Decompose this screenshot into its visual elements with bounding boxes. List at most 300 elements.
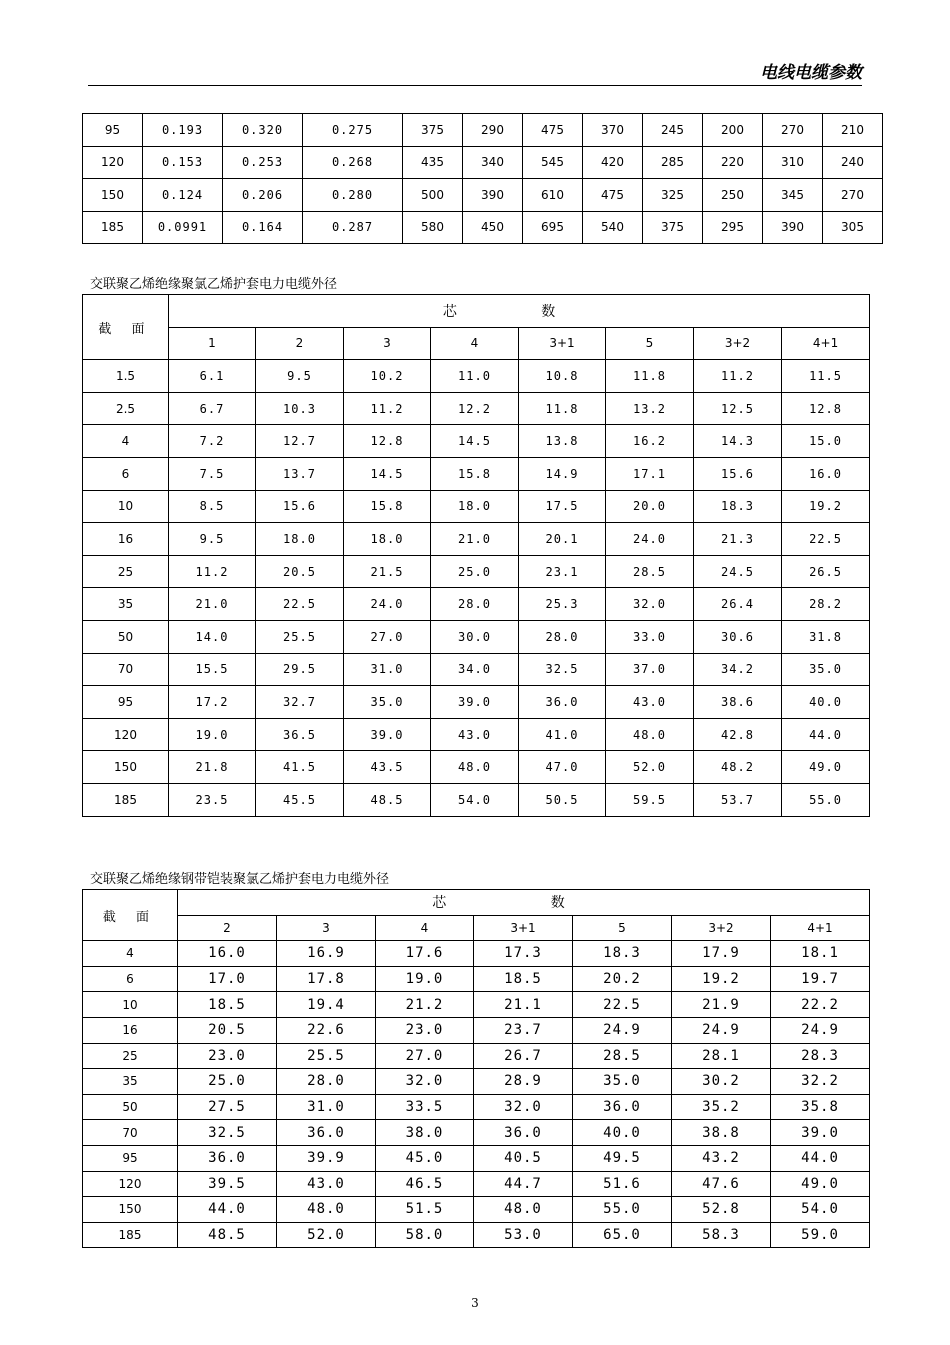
diameter-cell: 28.3 [771, 1043, 870, 1069]
diameter-cell: 48.0 [474, 1197, 573, 1223]
diameter-cell: 18.0 [256, 523, 344, 556]
section-cell: 185 [83, 1222, 178, 1248]
diameter-cell: 22.5 [573, 992, 672, 1018]
diameter-cell: 31.0 [277, 1094, 376, 1120]
section-cell: 6 [83, 966, 178, 992]
diameter-cell: 34.0 [431, 653, 519, 686]
diameter-cell: 43.5 [344, 751, 431, 784]
section-cell: 150 [83, 1197, 178, 1223]
diameter-cell: 21.0 [431, 523, 519, 556]
cores-header [178, 890, 870, 916]
armored-cable-diameter-table [82, 889, 870, 1248]
diameter-cell: 12.8 [782, 392, 870, 425]
diameter-cell: 13.7 [256, 457, 344, 490]
diameter-cell: 9.5 [169, 523, 256, 556]
diameter-cell: 49.5 [573, 1145, 672, 1171]
table-row [83, 653, 870, 686]
table-row [83, 211, 883, 244]
section-cell: 25 [83, 555, 169, 588]
diameter-cell: 28.5 [606, 555, 694, 588]
diameter-cell: 21.5 [344, 555, 431, 588]
diameter-cell: 43.0 [606, 686, 694, 719]
core-column-header: 3+1 [519, 327, 606, 360]
diameter-cell: 6.1 [169, 360, 256, 393]
diameter-cell: 17.8 [277, 966, 376, 992]
section-cell: 150 [83, 751, 169, 784]
diameter-cell: 17.1 [606, 457, 694, 490]
diameter-cell: 49.0 [782, 751, 870, 784]
table-cell: 375 [643, 211, 703, 244]
table-cell: 200 [703, 114, 763, 147]
diameter-cell: 24.9 [573, 1017, 672, 1043]
diameter-cell: 13.2 [606, 392, 694, 425]
table3-caption: 交联聚乙烯绝缘钢带铠装聚氯乙烯护套电力电缆外径 [90, 872, 390, 887]
diameter-cell: 24.0 [606, 523, 694, 556]
table-cell: 345 [763, 179, 823, 212]
table-row [83, 783, 870, 816]
table-cell: 580 [403, 211, 463, 244]
cores-header-label: 芯 数 [432, 895, 615, 912]
diameter-cell: 48.0 [606, 718, 694, 751]
diameter-cell: 27.5 [178, 1094, 277, 1120]
diameter-cell: 43.0 [431, 718, 519, 751]
diameter-cell: 25.5 [256, 620, 344, 653]
table-cell: 475 [583, 179, 643, 212]
diameter-cell: 36.0 [178, 1145, 277, 1171]
core-column-header: 4 [376, 915, 474, 941]
table-row [83, 992, 870, 1018]
diameter-cell: 43.0 [277, 1171, 376, 1197]
diameter-cell: 30.0 [431, 620, 519, 653]
table-cell: 0.153 [143, 146, 223, 179]
table-cell: 390 [463, 179, 523, 212]
diameter-cell: 55.0 [573, 1197, 672, 1223]
table-row [83, 941, 870, 967]
diameter-cell: 20.2 [573, 966, 672, 992]
core-column-header: 5 [606, 327, 694, 360]
diameter-cell: 45.0 [376, 1145, 474, 1171]
diameter-cell: 35.0 [573, 1069, 672, 1095]
electrical-parameters-table [82, 113, 883, 244]
core-column-header: 3+2 [672, 915, 771, 941]
diameter-cell: 19.4 [277, 992, 376, 1018]
diameter-cell: 40.5 [474, 1145, 573, 1171]
diameter-cell: 58.3 [672, 1222, 771, 1248]
section-cell: 50 [83, 620, 169, 653]
diameter-cell: 22.2 [771, 992, 870, 1018]
diameter-cell: 15.6 [256, 490, 344, 523]
table-cell: 220 [703, 146, 763, 179]
table-cell: 0.287 [303, 211, 403, 244]
diameter-cell: 29.5 [256, 653, 344, 686]
table-row [83, 718, 870, 751]
diameter-cell: 43.2 [672, 1145, 771, 1171]
diameter-cell: 52.8 [672, 1197, 771, 1223]
section-cell: 1.5 [83, 360, 169, 393]
diameter-cell: 31.8 [782, 620, 870, 653]
diameter-cell: 41.0 [519, 718, 606, 751]
diameter-cell: 38.6 [694, 686, 782, 719]
diameter-cell: 27.0 [376, 1043, 474, 1069]
diameter-cell: 51.6 [573, 1171, 672, 1197]
diameter-cell: 14.5 [344, 457, 431, 490]
table-row [83, 490, 870, 523]
diameter-cell: 22.5 [782, 523, 870, 556]
diameter-cell: 21.9 [672, 992, 771, 1018]
diameter-cell: 53.0 [474, 1222, 573, 1248]
diameter-cell: 12.8 [344, 425, 431, 458]
section-cell: 95 [83, 686, 169, 719]
core-column-header: 3+1 [474, 915, 573, 941]
diameter-cell: 18.3 [694, 490, 782, 523]
diameter-cell: 35.8 [771, 1094, 870, 1120]
core-column-header: 3+2 [694, 327, 782, 360]
diameter-cell: 47.6 [672, 1171, 771, 1197]
diameter-cell: 48.0 [277, 1197, 376, 1223]
diameter-cell: 26.7 [474, 1043, 573, 1069]
section-cell: 16 [83, 523, 169, 556]
table-row [83, 392, 870, 425]
diameter-cell: 13.8 [519, 425, 606, 458]
diameter-cell: 16.0 [782, 457, 870, 490]
diameter-cell: 17.9 [672, 941, 771, 967]
table-row [83, 1222, 870, 1248]
diameter-cell: 32.0 [606, 588, 694, 621]
table-row [83, 114, 883, 147]
table-row [83, 555, 870, 588]
table-cell: 310 [763, 146, 823, 179]
table-cell: 95 [83, 114, 143, 147]
section-cell: 16 [83, 1017, 178, 1043]
table-row [83, 523, 870, 556]
diameter-cell: 17.2 [169, 686, 256, 719]
diameter-cell: 11.8 [519, 392, 606, 425]
cores-header [169, 295, 870, 328]
section-cell: 50 [83, 1094, 178, 1120]
diameter-cell: 28.5 [573, 1043, 672, 1069]
diameter-cell: 46.5 [376, 1171, 474, 1197]
section-cell: 70 [83, 653, 169, 686]
table-cell: 435 [403, 146, 463, 179]
diameter-cell: 48.2 [694, 751, 782, 784]
diameter-cell: 17.0 [178, 966, 277, 992]
diameter-cell: 39.5 [178, 1171, 277, 1197]
diameter-cell: 30.2 [672, 1069, 771, 1095]
diameter-cell: 14.5 [431, 425, 519, 458]
diameter-cell: 37.0 [606, 653, 694, 686]
diameter-cell: 32.7 [256, 686, 344, 719]
diameter-cell: 25.0 [431, 555, 519, 588]
diameter-cell: 18.5 [178, 992, 277, 1018]
diameter-cell: 47.0 [519, 751, 606, 784]
diameter-cell: 21.8 [169, 751, 256, 784]
diameter-cell: 10.3 [256, 392, 344, 425]
diameter-cell: 7.5 [169, 457, 256, 490]
diameter-cell: 33.5 [376, 1094, 474, 1120]
table-cell: 120 [83, 146, 143, 179]
diameter-cell: 10.8 [519, 360, 606, 393]
table-cell: 0.253 [223, 146, 303, 179]
diameter-cell: 21.1 [474, 992, 573, 1018]
diameter-cell: 12.5 [694, 392, 782, 425]
diameter-cell: 23.0 [376, 1017, 474, 1043]
table-cell: 325 [643, 179, 703, 212]
section-cell: 120 [83, 718, 169, 751]
diameter-cell: 21.3 [694, 523, 782, 556]
table-row [83, 425, 870, 458]
diameter-cell: 18.0 [431, 490, 519, 523]
table-cell: 0.0991 [143, 211, 223, 244]
diameter-cell: 42.8 [694, 718, 782, 751]
table-row [83, 1145, 870, 1171]
diameter-cell: 24.0 [344, 588, 431, 621]
diameter-cell: 22.5 [256, 588, 344, 621]
table-cell: 150 [83, 179, 143, 212]
table-row [83, 1043, 870, 1069]
core-column-header: 5 [573, 915, 672, 941]
diameter-cell: 59.5 [606, 783, 694, 816]
table-row [83, 146, 883, 179]
diameter-cell: 36.0 [573, 1094, 672, 1120]
diameter-cell: 32.5 [178, 1120, 277, 1146]
table-cell: 290 [463, 114, 523, 147]
diameter-cell: 32.2 [771, 1069, 870, 1095]
diameter-cell: 35.2 [672, 1094, 771, 1120]
table-cell: 450 [463, 211, 523, 244]
diameter-cell: 44.7 [474, 1171, 573, 1197]
table-cell: 0.320 [223, 114, 303, 147]
diameter-cell: 11.2 [694, 360, 782, 393]
diameter-cell: 11.0 [431, 360, 519, 393]
section-cell: 120 [83, 1171, 178, 1197]
table-cell: 250 [703, 179, 763, 212]
table-row [83, 360, 870, 393]
table-row [83, 1171, 870, 1197]
table-cell: 340 [463, 146, 523, 179]
diameter-cell: 51.5 [376, 1197, 474, 1223]
table-cell: 0.268 [303, 146, 403, 179]
diameter-cell: 32.5 [519, 653, 606, 686]
section-cell: 185 [83, 783, 169, 816]
core-column-header: 4+1 [782, 327, 870, 360]
table-cell: 0.275 [303, 114, 403, 147]
section-header: 截 面 [83, 890, 178, 941]
table-cell: 0.124 [143, 179, 223, 212]
diameter-cell: 28.1 [672, 1043, 771, 1069]
pvc-sheathed-cable-diameter-table [82, 294, 870, 817]
table-row [83, 1197, 870, 1223]
diameter-cell: 19.2 [672, 966, 771, 992]
core-column-header: 3 [277, 915, 376, 941]
section-cell: 4 [83, 425, 169, 458]
diameter-cell: 25.0 [178, 1069, 277, 1095]
diameter-cell: 11.2 [169, 555, 256, 588]
diameter-cell: 44.0 [782, 718, 870, 751]
table-cell: 0.206 [223, 179, 303, 212]
diameter-cell: 20.5 [178, 1017, 277, 1043]
section-cell: 35 [83, 588, 169, 621]
diameter-cell: 38.8 [672, 1120, 771, 1146]
diameter-cell: 33.0 [606, 620, 694, 653]
diameter-cell: 16.9 [277, 941, 376, 967]
core-column-header: 4 [431, 327, 519, 360]
table-row [83, 1069, 870, 1095]
table-row [83, 588, 870, 621]
diameter-cell: 28.0 [519, 620, 606, 653]
diameter-cell: 59.0 [771, 1222, 870, 1248]
table-cell: 0.193 [143, 114, 223, 147]
diameter-cell: 26.5 [782, 555, 870, 588]
diameter-cell: 40.0 [573, 1120, 672, 1146]
diameter-cell: 58.0 [376, 1222, 474, 1248]
header-divider [88, 85, 862, 86]
diameter-cell: 30.6 [694, 620, 782, 653]
diameter-cell: 17.6 [376, 941, 474, 967]
section-cell: 35 [83, 1069, 178, 1095]
diameter-cell: 19.7 [771, 966, 870, 992]
diameter-cell: 16.2 [606, 425, 694, 458]
table-cell: 210 [823, 114, 883, 147]
diameter-cell: 35.0 [782, 653, 870, 686]
table-cell: 540 [583, 211, 643, 244]
diameter-cell: 11.5 [782, 360, 870, 393]
diameter-cell: 36.0 [474, 1120, 573, 1146]
diameter-cell: 18.1 [771, 941, 870, 967]
diameter-cell: 7.2 [169, 425, 256, 458]
table-row [83, 686, 870, 719]
diameter-cell: 50.5 [519, 783, 606, 816]
section-cell: 25 [83, 1043, 178, 1069]
diameter-cell: 35.0 [344, 686, 431, 719]
diameter-cell: 27.0 [344, 620, 431, 653]
diameter-cell: 65.0 [573, 1222, 672, 1248]
diameter-cell: 34.2 [694, 653, 782, 686]
diameter-cell: 23.1 [519, 555, 606, 588]
diameter-cell: 26.4 [694, 588, 782, 621]
diameter-cell: 39.0 [431, 686, 519, 719]
table-row [83, 1094, 870, 1120]
diameter-cell: 48.0 [431, 751, 519, 784]
table-row [83, 620, 870, 653]
core-column-header: 3 [344, 327, 431, 360]
diameter-cell: 25.3 [519, 588, 606, 621]
diameter-cell: 44.0 [771, 1145, 870, 1171]
diameter-cell: 23.0 [178, 1043, 277, 1069]
diameter-cell: 20.0 [606, 490, 694, 523]
table-cell: 0.164 [223, 211, 303, 244]
diameter-cell: 18.0 [344, 523, 431, 556]
diameter-cell: 32.0 [376, 1069, 474, 1095]
diameter-cell: 12.7 [256, 425, 344, 458]
diameter-cell: 19.2 [782, 490, 870, 523]
table-row [83, 1017, 870, 1043]
diameter-cell: 24.5 [694, 555, 782, 588]
diameter-cell: 24.9 [771, 1017, 870, 1043]
table-cell: 475 [523, 114, 583, 147]
diameter-cell: 41.5 [256, 751, 344, 784]
section-cell: 10 [83, 992, 178, 1018]
table-cell: 305 [823, 211, 883, 244]
diameter-cell: 24.9 [672, 1017, 771, 1043]
table-cell: 295 [703, 211, 763, 244]
diameter-cell: 11.2 [344, 392, 431, 425]
table-cell: 375 [403, 114, 463, 147]
diameter-cell: 11.8 [606, 360, 694, 393]
diameter-cell: 52.0 [606, 751, 694, 784]
diameter-cell: 49.0 [771, 1171, 870, 1197]
table-cell: 420 [583, 146, 643, 179]
diameter-cell: 21.0 [169, 588, 256, 621]
diameter-cell: 36.0 [277, 1120, 376, 1146]
diameter-cell: 36.0 [519, 686, 606, 719]
section-cell: 95 [83, 1145, 178, 1171]
table-cell: 610 [523, 179, 583, 212]
diameter-cell: 36.5 [256, 718, 344, 751]
diameter-cell: 19.0 [169, 718, 256, 751]
diameter-cell: 19.0 [376, 966, 474, 992]
diameter-cell: 23.5 [169, 783, 256, 816]
table-cell: 270 [823, 179, 883, 212]
table-cell: 370 [583, 114, 643, 147]
diameter-cell: 14.9 [519, 457, 606, 490]
diameter-cell: 31.0 [344, 653, 431, 686]
diameter-cell: 14.3 [694, 425, 782, 458]
diameter-cell: 18.5 [474, 966, 573, 992]
diameter-cell: 10.2 [344, 360, 431, 393]
table-cell: 245 [643, 114, 703, 147]
table-row [83, 1120, 870, 1146]
diameter-cell: 17.5 [519, 490, 606, 523]
diameter-cell: 18.3 [573, 941, 672, 967]
diameter-cell: 39.9 [277, 1145, 376, 1171]
diameter-cell: 45.5 [256, 783, 344, 816]
diameter-cell: 12.2 [431, 392, 519, 425]
diameter-cell: 23.7 [474, 1017, 573, 1043]
diameter-cell: 15.0 [782, 425, 870, 458]
diameter-cell: 38.0 [376, 1120, 474, 1146]
table-cell: 240 [823, 146, 883, 179]
diameter-cell: 17.3 [474, 941, 573, 967]
diameter-cell: 28.0 [431, 588, 519, 621]
table-cell: 390 [763, 211, 823, 244]
diameter-cell: 54.0 [431, 783, 519, 816]
core-column-header: 2 [178, 915, 277, 941]
section-cell: 4 [83, 941, 178, 967]
diameter-cell: 52.0 [277, 1222, 376, 1248]
section-cell: 70 [83, 1120, 178, 1146]
diameter-cell: 55.0 [782, 783, 870, 816]
section-cell: 2.5 [83, 392, 169, 425]
cores-header-label: 芯 数 [442, 303, 596, 320]
diameter-cell: 22.6 [277, 1017, 376, 1043]
table-cell: 0.280 [303, 179, 403, 212]
diameter-cell: 40.0 [782, 686, 870, 719]
diameter-cell: 16.0 [178, 941, 277, 967]
diameter-cell: 6.7 [169, 392, 256, 425]
diameter-cell: 15.5 [169, 653, 256, 686]
core-column-header: 2 [256, 327, 344, 360]
diameter-cell: 25.5 [277, 1043, 376, 1069]
table-row [83, 966, 870, 992]
diameter-cell: 28.0 [277, 1069, 376, 1095]
diameter-cell: 15.8 [344, 490, 431, 523]
table2-caption: 交联聚乙烯绝缘聚氯乙烯护套电力电缆外径 [90, 277, 338, 292]
table-row [83, 751, 870, 784]
diameter-cell: 39.0 [771, 1120, 870, 1146]
diameter-cell: 20.1 [519, 523, 606, 556]
diameter-cell: 48.5 [344, 783, 431, 816]
table-row [83, 457, 870, 490]
